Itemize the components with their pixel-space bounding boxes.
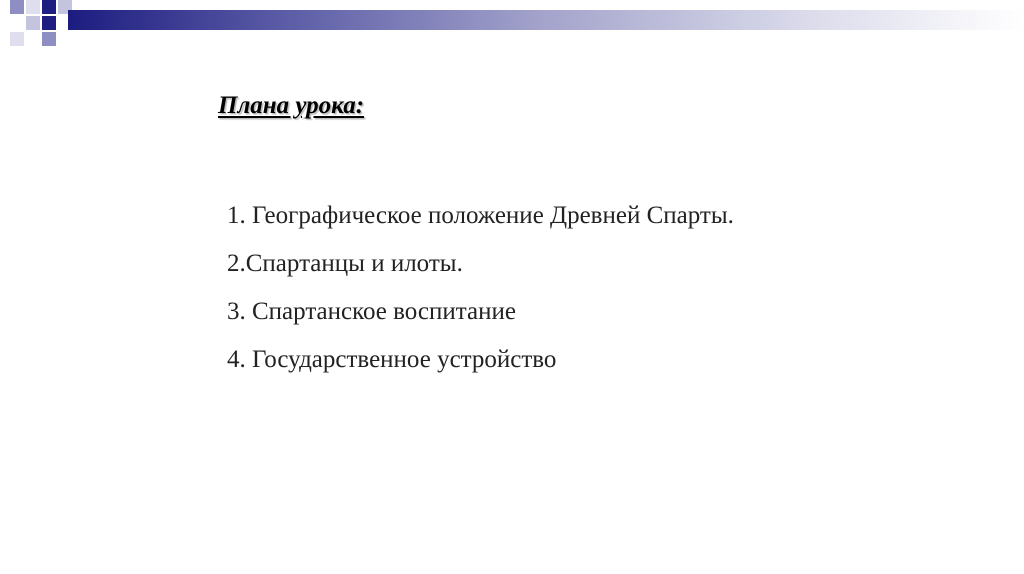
- decor-square: [10, 0, 24, 14]
- list-item: 2.Спартанцы и илоты.: [227, 250, 463, 277]
- decor-square: [42, 32, 56, 46]
- list-item: 3. Спартанское воспитание: [227, 298, 516, 325]
- list-item: 1. Географическое положение Древней Спарты.: [227, 202, 734, 229]
- decor-square: [42, 16, 56, 30]
- decor-square: [26, 0, 40, 14]
- header-gradient-bar: [68, 10, 1024, 30]
- slide-title: Плана урока:: [218, 92, 365, 119]
- lesson-plan-list: [227, 192, 734, 384]
- decor-square: [26, 16, 40, 30]
- list-item: 4. Государственное устройство: [227, 346, 557, 373]
- decor-square: [10, 32, 24, 46]
- decor-square: [42, 0, 56, 14]
